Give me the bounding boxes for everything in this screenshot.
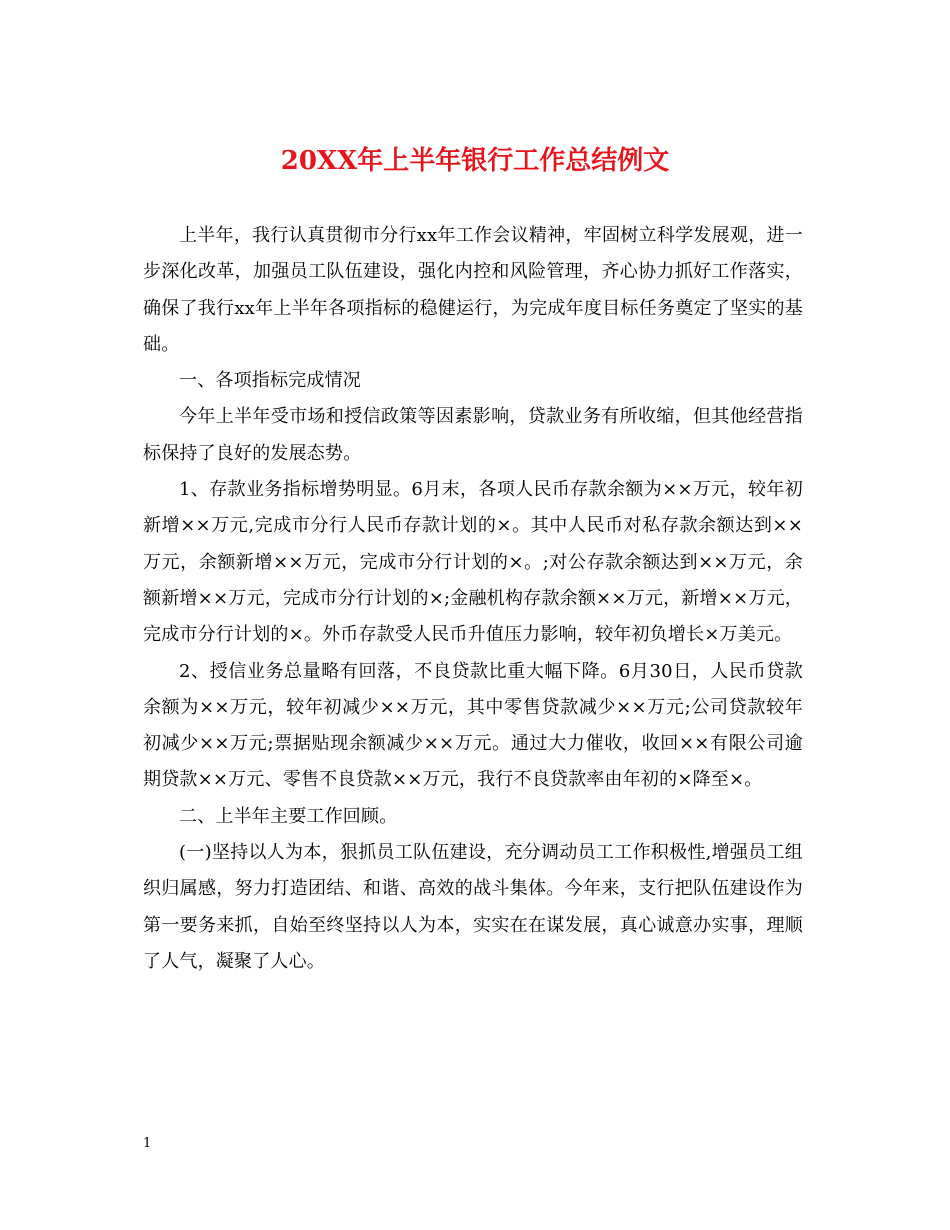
document-title: 20XX年上半年银行工作总结例文 bbox=[280, 146, 670, 176]
deposit-paragraph: 1、存款业务指标增势明显。6月末，各项人民币存款余额为××万元，较年初新增××万元,完成市分行人民币存款计划的×。其中人民币对私存款余额达到××万元，余额新增××万元，完成市分行计划的×。;对公存款余额达到××万元，余额新增××万元，完成市分行计划的×;金融机构存款余额××万元，新增××万元，完成市分行计划的×。外币存款受人民币升值压力影响，较年初负增长×万美元。 bbox=[143, 479, 803, 646]
credit-paragraph: 2、授信业务总量略有回落，不良贷款比重大幅下降。6月30日，人民币贷款余额为××万元，较年初减少××万元，其中零售贷款减少××万元;公司贷款较年初减少××万元;票据贴现余额减少××万元。通过大力催收，收回××有限公司逾期贷款××万元、零售不良贷款××万元，我行不良贷款率由年初的×降至×。 bbox=[143, 660, 803, 791]
document-body bbox=[143, 218, 803, 980]
intro-paragraph: 上半年，我行认真贯彻市分行xx年工作会议精神，牢固树立科学发展观，进一步深化改革，加强员工队伍建设，强化内控和风险管理，齐心协力抓好工作落实，确保了我行xx年上半年各项指标的稳健运行，为完成年度目标任务奠定了坚实的基础。 bbox=[143, 225, 803, 355]
section-1-paragraph: 今年上半年受市场和授信政策等因素影响，贷款业务有所收缩，但其他经营指标保持了良好的发展态势。 bbox=[143, 406, 803, 464]
section-heading-2: 二、上半年主要工作回顾。 bbox=[179, 805, 398, 827]
section-heading-1: 一、各项指标完成情况 bbox=[179, 370, 361, 392]
page-number: 1 bbox=[143, 1136, 152, 1151]
staff-paragraph: (一)坚持以人为本，狠抓员工队伍建设，充分调动员工工作积极性,增强员工组织归属感，努力打造团结、和谐、高效的战斗集体。今年来，支行把队伍建设作为第一要务来抓，自始至终坚持以人为本，实实在在谋发展，真心诚意办实事，理顺了人气，凝聚了人心。 bbox=[143, 842, 803, 972]
